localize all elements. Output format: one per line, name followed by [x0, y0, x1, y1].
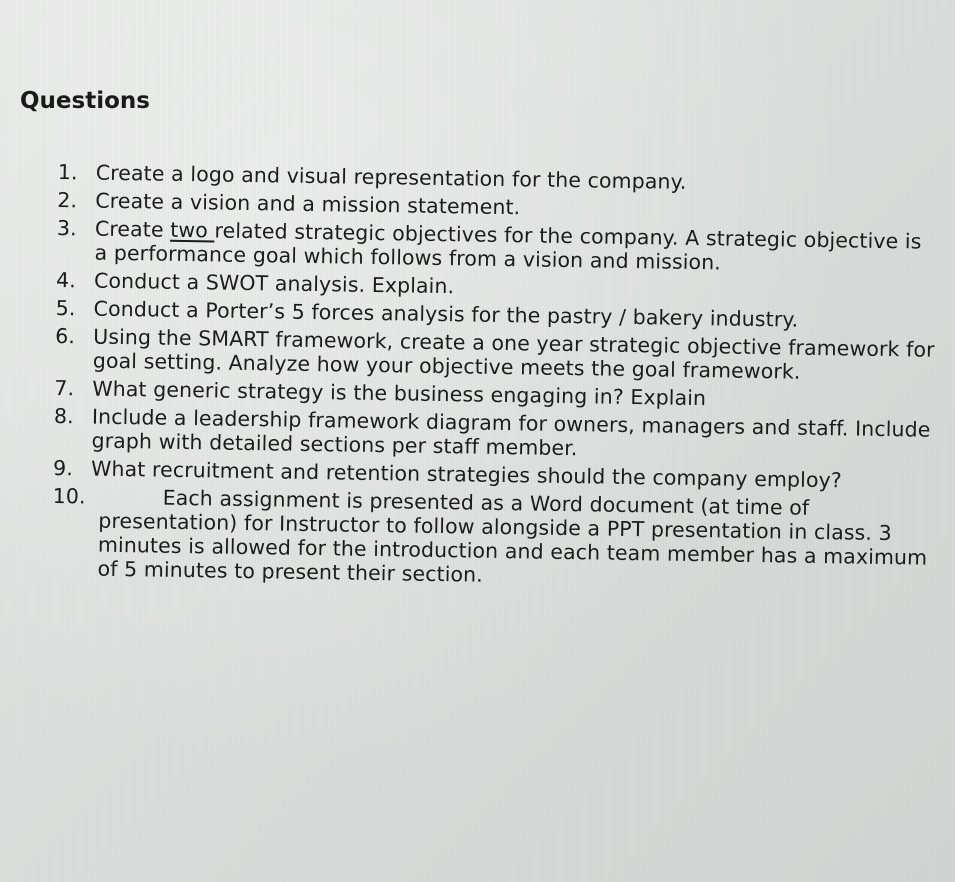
question-text	[94, 217, 921, 275]
question-number: 1.	[57, 160, 78, 185]
question-text: Include a leadership framework diagram for owners, managers and staff. Include graph with detailed sections per staff member.	[91, 404, 931, 461]
page-heading: Questions	[20, 88, 150, 114]
question-text: Using the SMART framework, create a one year strategic objective framework for goal setting. Analyze how your objective meets the goal framework.	[92, 324, 935, 384]
question-text: What generic strategy is the business engaging in? Explain	[92, 376, 707, 411]
question-number: 5.	[55, 295, 76, 321]
question-list	[51, 160, 938, 598]
question-number: 7.	[54, 375, 75, 401]
question-text-end: related strategic objectives for the company. A strategic objective is a performance goal which follows from a vision and mission.	[94, 218, 922, 275]
question-number: 6.	[55, 323, 76, 349]
question-text: Conduct a Porter’s 5 forces analysis for the pastry / bakery industry.	[93, 296, 799, 332]
question-number: 2.	[57, 187, 78, 213]
question-item-10	[51, 484, 932, 594]
question-text: What recruitment and retention strategies should the company employ?	[90, 456, 843, 493]
question-number: 4.	[55, 267, 77, 293]
question-item-3	[56, 216, 937, 278]
question-number: 9.	[52, 455, 74, 481]
question-item-6	[55, 324, 936, 386]
question-item-8	[53, 404, 934, 466]
question-number: 8.	[53, 403, 74, 429]
question-text: Conduct a SWOT analysis. Explain.	[93, 268, 455, 299]
question-text: Each assignment is presented as a Word document (at time of presentation) for Instructor to follow alongside a PPT presentation in class. 3 minutes is allowed for the introduction and each team member has a maximum of 5 minutes to present their section.	[97, 485, 928, 587]
underlined-word: two	[170, 217, 215, 243]
question-number: 10.	[52, 483, 86, 509]
question-number: 3.	[56, 215, 77, 241]
question-text: Create a vision and a mission statement.	[95, 188, 521, 220]
question-text-start: Create	[94, 216, 171, 242]
question-text: Create a logo and visual representation for the company.	[95, 160, 687, 194]
